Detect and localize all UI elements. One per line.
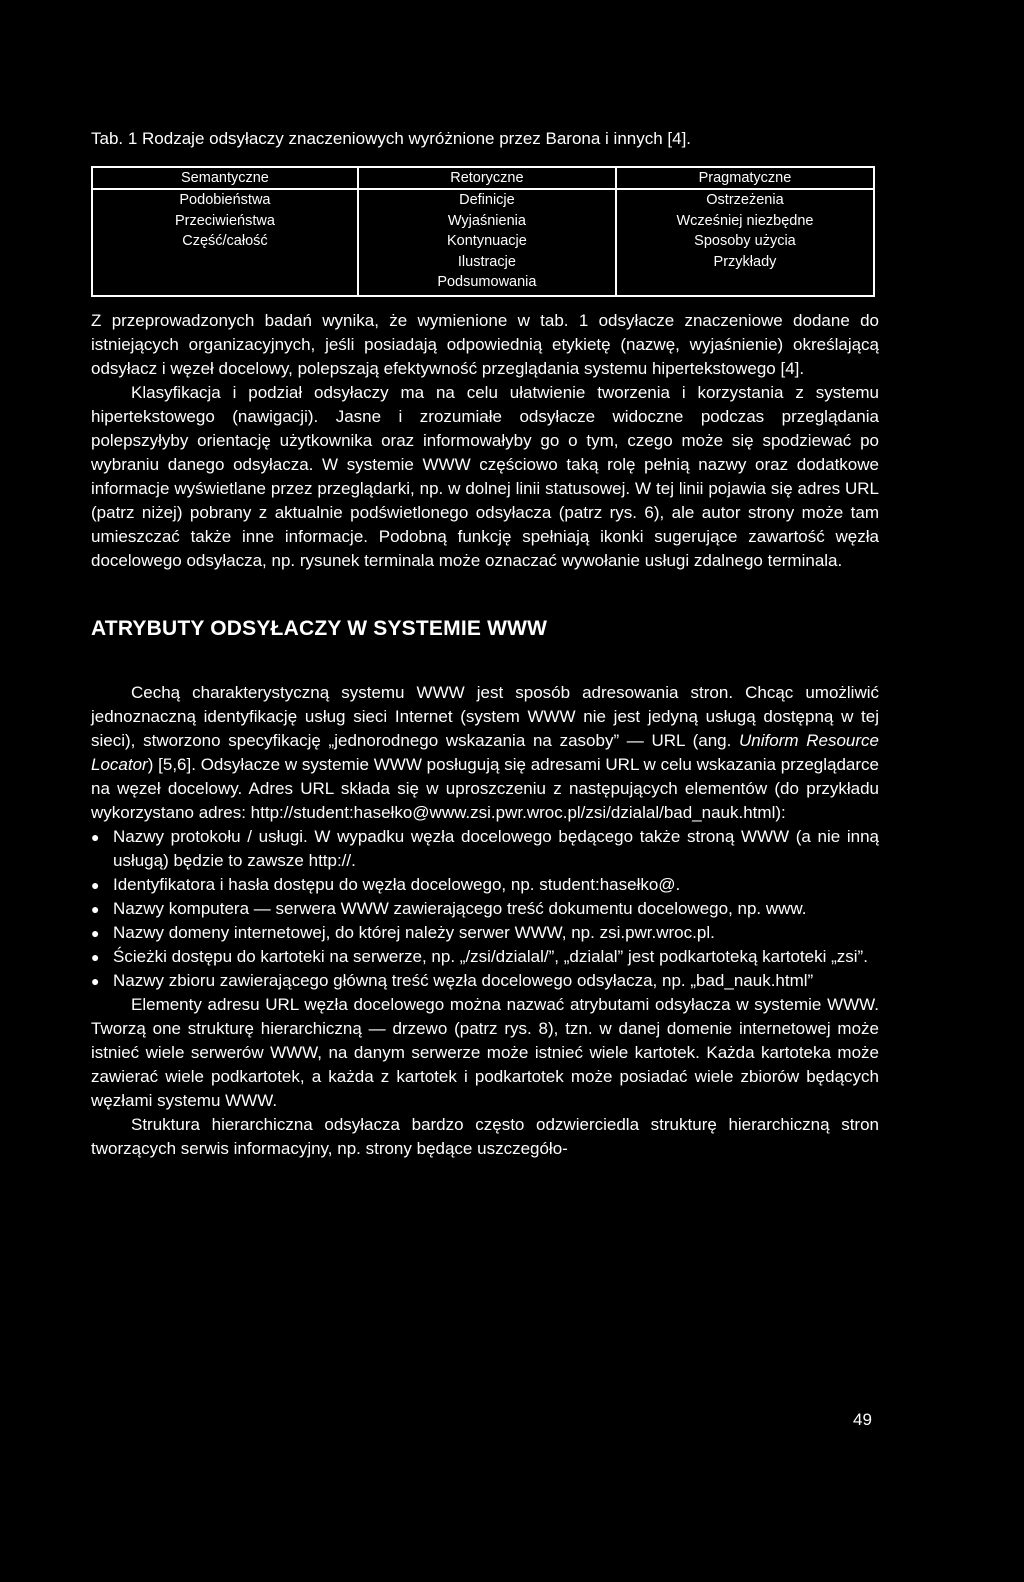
paragraph: Struktura hierarchiczna odsyłacza bardzo często odzwierciedla strukturę hierarchiczną stron tworzących serwis informacyjny, np. strony będące uszczegóło- xyxy=(91,1114,879,1158)
table-item: Wyjaśnienia xyxy=(447,212,526,229)
section-intro-paragraph xyxy=(91,681,879,825)
column-header-rhetorical: Retoryczne xyxy=(358,167,616,189)
list-item: ● Nazwy zbioru zawierającego główną treść węzła docelowego odsyłacza, np. „bad_nauk.html” xyxy=(91,969,879,993)
page-content xyxy=(91,128,879,1161)
table-item: Wcześniej niezbędne xyxy=(676,212,814,229)
url-elements-list xyxy=(91,825,879,993)
table-item: Kontynuacje xyxy=(446,233,527,249)
paragraph: Elementy adresu URL węzła docelowego można nazwać atrybutami odsyłacza w systemie WWW. Tworzą one strukturę hierarchiczną — drzewo (patrz rys. 8), tzn. w danej domenie internetowej może istnieć wiele serwerów WWW, na danym serwerze może istnieć wiele kartotek. Każda kartoteka może zawierać wiele podkartotek, a każda z kartotek i podkartotek może posiadać wiele zbiorów będących węzłami systemu WWW. xyxy=(91,994,879,1110)
table-item: Sposoby użycia xyxy=(694,233,796,249)
section-heading: ATRYBUTY ODSYŁACZY W SYSTEMIE WWW xyxy=(91,616,548,640)
list-item: ● Ścieżki dostępu do kartoteki na serwerze, np. „/zsi/dzialal/”, „dzialal” jest podkartoteką kartoteki „zsi”. xyxy=(91,945,879,969)
column-cell-pragmatic xyxy=(616,189,874,296)
table-item: Podobieństwa xyxy=(179,192,271,208)
table-item: Przeciwieństwa xyxy=(174,212,275,229)
list-item: ● Nazwy domeny internetowej, do której należy serwer WWW, np. zsi.pwr.wroc.pl. xyxy=(91,921,879,945)
paragraph: Z przeprowadzonych badań wynika, że wymienione w tab. 1 odsyłacze znaczeniowe dodane do istniejących organizacyjnych, jeśli posiadają odpowiednią etykietę (nazwę, wyjaśnienie) określającą odsyłacz i węzeł docelowy, polepszają efektywność przeglądania systemu hipertekstowego [4]. xyxy=(91,310,879,378)
list-item: ● Nazwy protokołu / usługi. W wypadku węzła docelowego będącego także stroną WWW (a nie inną usługą) będzie to zawsze http://. xyxy=(91,825,879,873)
table-item: Ilustracje xyxy=(457,253,516,270)
list-item: ● Nazwy komputera — serwera WWW zawierającego treść dokumentu docelowego, np. www. xyxy=(91,897,879,921)
column-cell-semantic xyxy=(92,189,358,296)
intro-text: ) [5,6]. Odsyłacze w systemie WWW posługują się adresami URL w celu wskazania przeglądarce na węzeł docelowy. Adres URL składa się w uproszczeniu z następujących elementów (do przykładu wykorzystano adres: http://student:hasełko@www.zsi.pwr.wroc.pl/zsi/dzialal/bad_nauk.html): xyxy=(91,754,879,822)
column-cell-rhetorical xyxy=(358,189,616,296)
link-types-table xyxy=(91,166,875,297)
column-header-pragmatic: Pragmatyczne xyxy=(616,167,874,189)
table-item: Ostrzeżenia xyxy=(706,192,784,208)
list-item: ● Identyfikatora i hasła dostępu do węzła docelowego, np. student:hasełko@. xyxy=(91,873,879,897)
intro-text: Cechą charakterystyczną systemu WWW jest sposób adresowania stron. Chcąc umożliwić jednoznaczną identyfikację usług sieci Internet (system WWW nie jest jedyną usługą dostępną w tej sieci), stworzono specyfikację „jednorodnego wskazania na zasoby” — URL (ang. xyxy=(91,682,879,750)
table-item: Część/całość xyxy=(182,233,268,249)
table-item: Przykłady xyxy=(713,253,777,270)
page-number: 49 xyxy=(853,1410,872,1429)
table-caption: Tab. 1 Rodzaje odsyłaczy znaczeniowych wyróżnione przez Barona i innych [4]. xyxy=(91,129,692,148)
table-item: Definicje xyxy=(459,192,515,208)
body-text xyxy=(91,309,879,1161)
table-item: Podsumowania xyxy=(437,274,537,290)
column-header-semantic: Semantyczne xyxy=(92,167,358,189)
paragraph: Klasyfikacja i podział odsyłaczy ma na celu ułatwienie tworzenia i korzystania z systemu hipertekstowego (nawigacji). Jasne i zrozumiałe odsyłacze widoczne podczas przeglądania polepszyłyby orientację użytkownika oraz informowałyby go o tym, czego może się spodziewać po wybraniu danego odsyłacza. W systemie WWW częściowo taką rolę pełnią nazwy oraz dodatkowe informacje wyświetlane przez przeglądarki, np. w dolnej linii statusowej. W tej linii pojawia się adres URL (patrz niżej) pobrany z aktualnie podświetlonego odsyłacza (patrz rys. 6), ale autor strony może tam umieszczać także inne informacje. Podobną funkcję spełniają ikonki sugerujące zawartość węzła docelowego odsyłacza, np. rysunek terminala może oznaczać wywołanie usługi zdalnego terminala. xyxy=(91,382,879,570)
intro-italic-term: Uniform Resource Locator xyxy=(91,730,879,774)
